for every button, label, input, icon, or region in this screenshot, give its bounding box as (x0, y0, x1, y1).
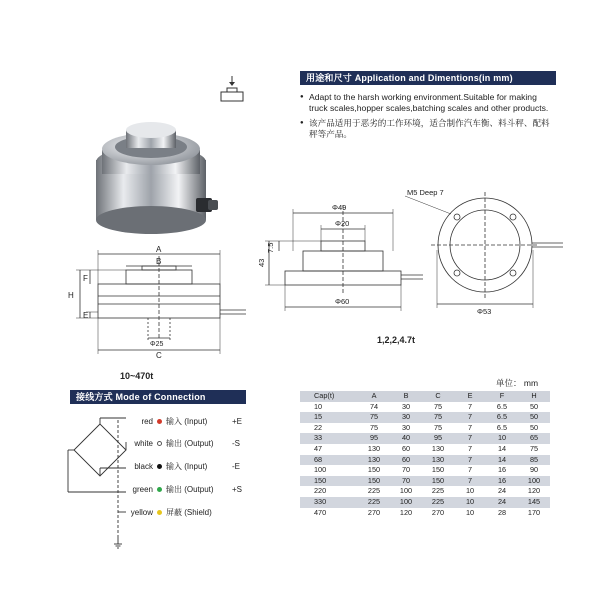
table-cell: 14 (486, 444, 518, 455)
table-cell: 30 (390, 423, 422, 434)
table-cell: 60 (390, 444, 422, 455)
table-cell: 22 (300, 423, 358, 434)
table-cell: 24 (486, 486, 518, 497)
table-row (300, 455, 550, 466)
wire-color-name: black (134, 462, 153, 471)
wire-label: 输出 (Output) (166, 439, 214, 448)
table-cell: 50 (518, 412, 550, 423)
application-bullets (300, 92, 555, 143)
table-row (300, 465, 550, 476)
table-cell: 40 (390, 433, 422, 444)
dimension-drawing-right-top (405, 190, 565, 320)
table-cell: 75 (358, 412, 390, 423)
load-symbol-icon (218, 76, 248, 106)
table-cell: 120 (518, 486, 550, 497)
application-header: 用途和尺寸 Application and Dimentions(in mm) (300, 71, 556, 85)
table-cell: 10 (454, 486, 486, 497)
table-cell: 10 (454, 497, 486, 508)
dim-label-phi25: Φ25 (150, 341, 164, 348)
col-header: Cap(t) (300, 391, 358, 402)
red-wire-dot-icon (157, 419, 162, 424)
dim-label-43: 43 (257, 258, 266, 267)
col-header: A (358, 391, 390, 402)
wire-color-name: yellow (130, 508, 153, 517)
col-header: C (422, 391, 454, 402)
dim-label-c: C (156, 351, 162, 360)
table-cell: 100 (300, 465, 358, 476)
table-cell: 95 (358, 433, 390, 444)
table-cell: 75 (358, 423, 390, 434)
dim-label-b: B (156, 257, 162, 266)
wire-color-name: white (134, 439, 153, 448)
table-cell: 7 (454, 476, 486, 487)
table-cell: 74 (358, 402, 390, 413)
table-row (300, 476, 550, 487)
table-cell: 150 (422, 465, 454, 476)
dim-label-phi20: Φ20 (335, 219, 350, 228)
caption-right: 1,2,2,4.7t (377, 335, 416, 345)
table-cell: 7 (454, 444, 486, 455)
table-cell: 24 (486, 497, 518, 508)
table-cell: 100 (518, 476, 550, 487)
wire-color-name: red (141, 417, 153, 426)
table-cell: 75 (422, 412, 454, 423)
table-cell: 330 (300, 497, 358, 508)
dim-label-phi53: Φ53 (477, 307, 492, 316)
table-cell: 15 (300, 412, 358, 423)
caption-left: 10~470t (120, 371, 154, 381)
black-wire-dot-icon (157, 464, 162, 469)
table-cell: 220 (300, 486, 358, 497)
spec-table (300, 391, 550, 518)
col-header: F (486, 391, 518, 402)
table-cell: 120 (390, 508, 422, 519)
wire-label: 输出 (Output) (166, 485, 214, 494)
wire-sign: +E (232, 417, 243, 426)
wire-label: 输入 (Input) (166, 462, 208, 471)
table-cell: 170 (518, 508, 550, 519)
dim-label-phi49: Φ49 (332, 203, 347, 212)
table-cell: 270 (422, 508, 454, 519)
table-cell: 225 (422, 497, 454, 508)
table-cell: 130 (422, 455, 454, 466)
table-cell: 225 (422, 486, 454, 497)
table-cell: 7 (454, 433, 486, 444)
dim-label-h: H (68, 291, 74, 300)
wire-color-name: green (132, 485, 153, 494)
connection-header: 接线方式 Mode of Connection (70, 390, 246, 404)
col-header: E (454, 391, 486, 402)
table-cell: 50 (518, 402, 550, 413)
wire-row-black (127, 461, 240, 472)
table-row (300, 508, 550, 519)
table-header-row (300, 391, 550, 402)
table-cell: 33 (300, 433, 358, 444)
table-cell: 75 (422, 402, 454, 413)
table-cell: 68 (300, 455, 358, 466)
table-cell: 100 (390, 486, 422, 497)
wire-label: 屏蔽 (Shield) (166, 508, 212, 517)
table-cell: 60 (390, 455, 422, 466)
wire-sign: +S (232, 485, 243, 494)
table-cell: 7 (454, 412, 486, 423)
table-cell: 10 (454, 508, 486, 519)
dim-label-7-5: 7.5 (266, 242, 275, 253)
table-cell: 47 (300, 444, 358, 455)
table-cell: 6.5 (486, 402, 518, 413)
table-cell: 10 (486, 433, 518, 444)
table-cell: 130 (422, 444, 454, 455)
table-row (300, 433, 550, 444)
dim-label-m5: M5 Deep 7 (407, 188, 444, 197)
dim-label-a: A (156, 245, 162, 254)
green-wire-dot-icon (157, 487, 162, 492)
table-cell: 225 (358, 486, 390, 497)
table-cell: 150 (358, 465, 390, 476)
table-cell: 28 (486, 508, 518, 519)
dim-label-e: E (83, 311, 89, 320)
table-cell: 16 (486, 476, 518, 487)
table-cell: 70 (390, 465, 422, 476)
bullet-english: ● Adapt to the harsh working environment.Suitable for making truck scales,hopper scales,batching scales and other products. (300, 92, 555, 115)
table-cell: 130 (358, 444, 390, 455)
dimension-drawing-right-side (255, 195, 425, 315)
table-cell: 7 (454, 402, 486, 413)
load-cell-photo (84, 100, 234, 240)
dim-label-f: F (83, 274, 88, 283)
table-cell: 7 (454, 423, 486, 434)
table-cell: 85 (518, 455, 550, 466)
table-row (300, 444, 550, 455)
wire-sign: -S (232, 439, 240, 448)
table-cell: 150 (300, 476, 358, 487)
wire-row-green (127, 484, 242, 495)
yellow-wire-dot-icon (157, 510, 162, 515)
table-cell: 100 (390, 497, 422, 508)
table-cell: 130 (358, 455, 390, 466)
col-header: B (390, 391, 422, 402)
table-cell: 7 (454, 455, 486, 466)
wire-label: 输入 (Input) (166, 417, 208, 426)
table-cell: 50 (518, 423, 550, 434)
table-row (300, 486, 550, 497)
table-cell: 14 (486, 455, 518, 466)
dimension-drawing-left (60, 240, 250, 360)
table-cell: 90 (518, 465, 550, 476)
dim-label-phi60: Φ60 (335, 297, 350, 306)
table-cell: 150 (422, 476, 454, 487)
wire-row-white (127, 438, 240, 449)
table-row (300, 412, 550, 423)
bullet-chinese: ● 该产品适用于恶劣的工作环境，适合制作汽车衡、料斗秤、配料秤等产品。 (300, 118, 555, 141)
table-cell: 470 (300, 508, 358, 519)
table-cell: 150 (358, 476, 390, 487)
table-cell: 6.5 (486, 423, 518, 434)
table-row (300, 497, 550, 508)
table-cell: 30 (390, 402, 422, 413)
table-cell: 145 (518, 497, 550, 508)
wire-row-yellow (127, 507, 228, 518)
white-wire-dot-icon (157, 441, 162, 446)
table-cell: 95 (422, 433, 454, 444)
col-header: H (518, 391, 550, 402)
unit-label: 单位： mm (496, 378, 539, 388)
table-cell: 225 (358, 497, 390, 508)
table-cell: 6.5 (486, 412, 518, 423)
table-row (300, 402, 550, 413)
table-cell: 7 (454, 465, 486, 476)
table-cell: 75 (422, 423, 454, 434)
table-cell: 16 (486, 465, 518, 476)
table-cell: 270 (358, 508, 390, 519)
wire-row-red (127, 416, 242, 427)
wire-sign: -E (232, 462, 240, 471)
table-row (300, 423, 550, 434)
table-cell: 70 (390, 476, 422, 487)
table-cell: 75 (518, 444, 550, 455)
bridge-circuit-diagram (60, 410, 135, 550)
table-cell: 10 (300, 402, 358, 413)
table-cell: 30 (390, 412, 422, 423)
table-cell: 65 (518, 433, 550, 444)
